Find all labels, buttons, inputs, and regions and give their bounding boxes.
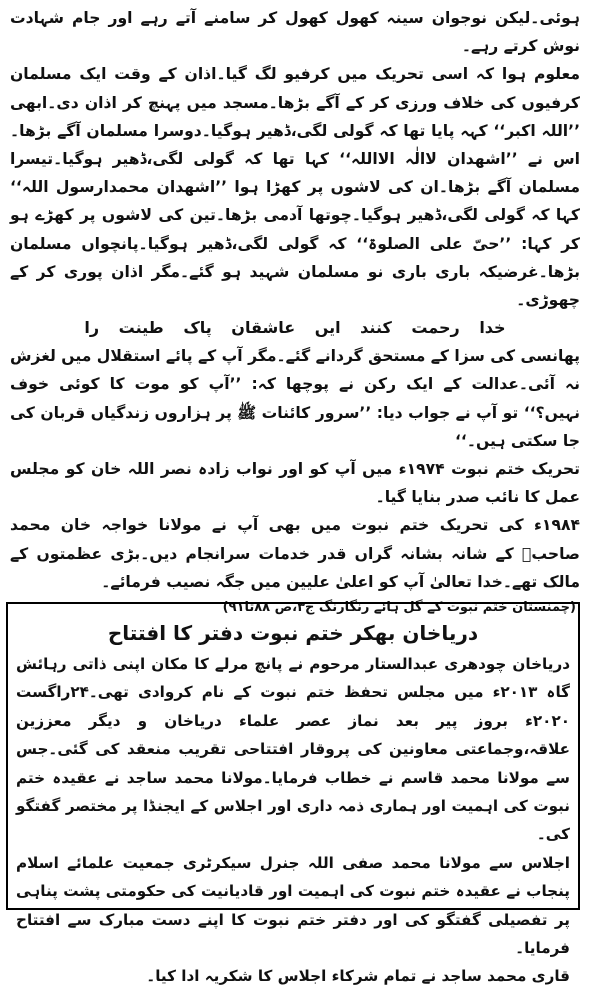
persian-couplet: خدا رحمت کنند ایں عاشقان پاک طینت را [84,318,506,338]
source-citation: (چمنستان ختم نبوت کے گل ہائے رنگارنگ ج۳،ص ۸۸تا۹۱) [222,600,576,616]
news-box-paragraph-1: دریاخان چودھری عبدالستار مرحوم نے پانچ مرلے کا مکان اپنی ذاتی رہائش گاہ ۲۰۱۳ء میں مجلس تحفظ ختم نبوت کے نام کروادی تھی۔۲۴راگست ۲۰۲۰ء بروز پیر بعد نماز عصر علماء دریاخان و دیگر معززین علاقہ،وجماعتی معاونین کی پروقار افتتاحی تقریب منعقد کی گئی۔جس سے مولانا محمد قاسم نے خطاب فرمایا۔مولانا محمد ساجد نے عقیدہ ختم نبوت کی اہمیت اور ہماری ذمہ داری اور اجلاس کے ایجنڈا پر مختصر گفتگو کی۔ [16,655,570,844]
news-box-paragraph-3: قاری محمد ساجد نے تمام شرکاء اجلاس کا شکریہ ادا کیا۔ [146,967,570,986]
news-box-body [8,650,578,991]
news-box [6,602,580,986]
article-paragraph-5: ۱۹۸۴ء کی تحریک ختم نبوت میں بھی آپ نے مولانا خواجہ خان محمد صاحبؒ کے شانہ بشانہ گراں قدر خدمات سرانجام دیں۔بڑی عظمتوں کے مالک تھے۔خدا تعالیٰ آپ کو اعلیٰ علیین میں جگہ نصیب فرمائے۔ [10,516,580,591]
article-paragraph-4: تحریک ختم نبوت ۱۹۷۴ء میں آپ کو اور نواب زادہ نصر اللہ خان کو مجلس عمل کا نائب صدر بنایا گیا۔ [10,460,580,507]
news-box-title: دریاخان بھکر ختم نبوت دفتر کا افتتاح [107,621,479,645]
article-paragraph-2: معلوم ہوا کہ اسی تحریک میں کرفیو لگ گیا۔اذان کے وقت ایک مسلمان کرفیوں کی خلاف ورزی کر کے آگے بڑھا۔مسجد میں پہنچ کر اذان دی۔ابھی ’’اللہ اکبر‘‘ کہہ پایا تھا کہ گولی لگی،ڈھیر ہوگیا۔دوسرا مسلمان آگے بڑھا۔اس نے ’’اشھدان لاالٰہ الااللہ‘‘ کہا تھا کہ گولی لگی،ڈھیر ہوگیا۔تیسرا مسلمان آگے بڑھا۔ان کی لاشوں پر کھڑا ہوا ’’اشھدان محمدارسول اللہ‘‘ کہا کہ گولی لگی،ڈھیر ہوگیا۔چوتھا آدمی بڑھا۔تین کی لاشوں پر کھڑے ہو کر کہا: ’’حیّ علی الصلوۃ‘‘ کہ گولی لگی،ڈھیر ہوگیا۔پانچواں مسلمان بڑھا۔غرضیکہ باری باری نو مسلمان شہید ہو گئے۔مگر اذان پوری کر کے چھوڑی۔ [10,65,580,310]
article-paragraph-3: پھانسی کی سزا کے مستحق گردانے گئے۔مگر آپ کے پائے استقلال میں لغزش نہ آئی۔عدالت کے ایک رکن نے پوچھا کہ: ’’آپ کو موت کا کوئی خوف نہیں؟‘‘ تو آپ نے جواب دیا: ’’سرور کائنات ﷺ پر ہزاروں زندگیاں قربان کی جا سکتی ہیں۔‘‘ [10,347,580,450]
news-box-paragraph-2: اجلاس سے مولانا محمد صفی اللہ جنرل سیکرٹری جمعیت علمائے اسلام پنجاب نے عقیدہ ختم نبوت کی اہمیت اور قادیانیت کی حکومتی پشت پناہی پر تفصیلی گفتگو کی اور دفتر ختم نبوت کا اپنے دست مبارک سے افتتاح فرمایا۔ [16,853,570,958]
article-paragraph-1: ہوئی۔لیکن نوجوان سینہ کھول کھول کر سامنے آتے رہے اور جام شہادت نوش کرتے رہے۔ [10,9,580,56]
article-body [10,4,580,620]
